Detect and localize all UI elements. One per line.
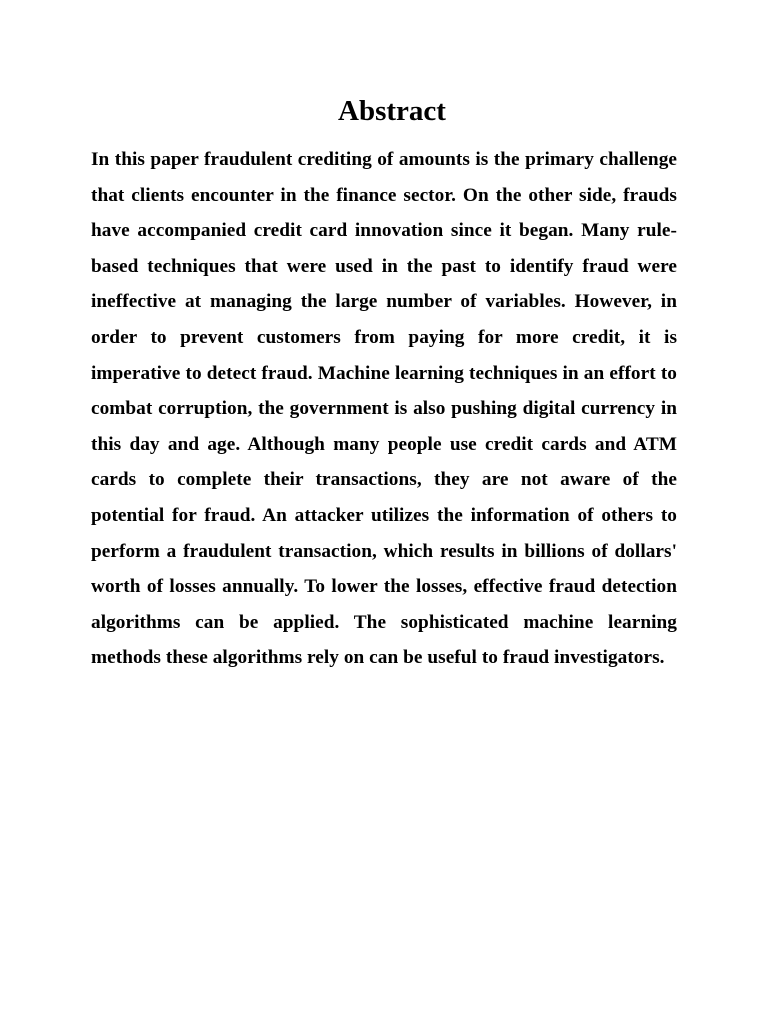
abstract-body: In this paper fraudulent crediting of amounts is the primary challenge that clients encounter in the finance sector. On the other side, frauds have accompanied credit card innovation since it began. Many rule-based techniques that were used in the past to identify fraud were ineffective at managing the large number of variables. However, in order to prevent customers from paying for more credit, it is imperative to detect fraud. Machine learning techniques in an effort to combat corruption, the government is also pushing digital currency in this day and age. Although many people use credit cards and ATM cards to complete their transactions, they are not aware of the potential for fraud. An attacker utilizes the information of others to perform a fraudulent transaction, which results in billions of dollars' worth of losses annually. To lower the losses, effective fraud detection algorithms can be applied. The sophisticated machine learning methods these algorithms rely on can be useful to fraud investigators.: [91, 149, 677, 669]
abstract-heading: Abstract: [338, 95, 446, 127]
